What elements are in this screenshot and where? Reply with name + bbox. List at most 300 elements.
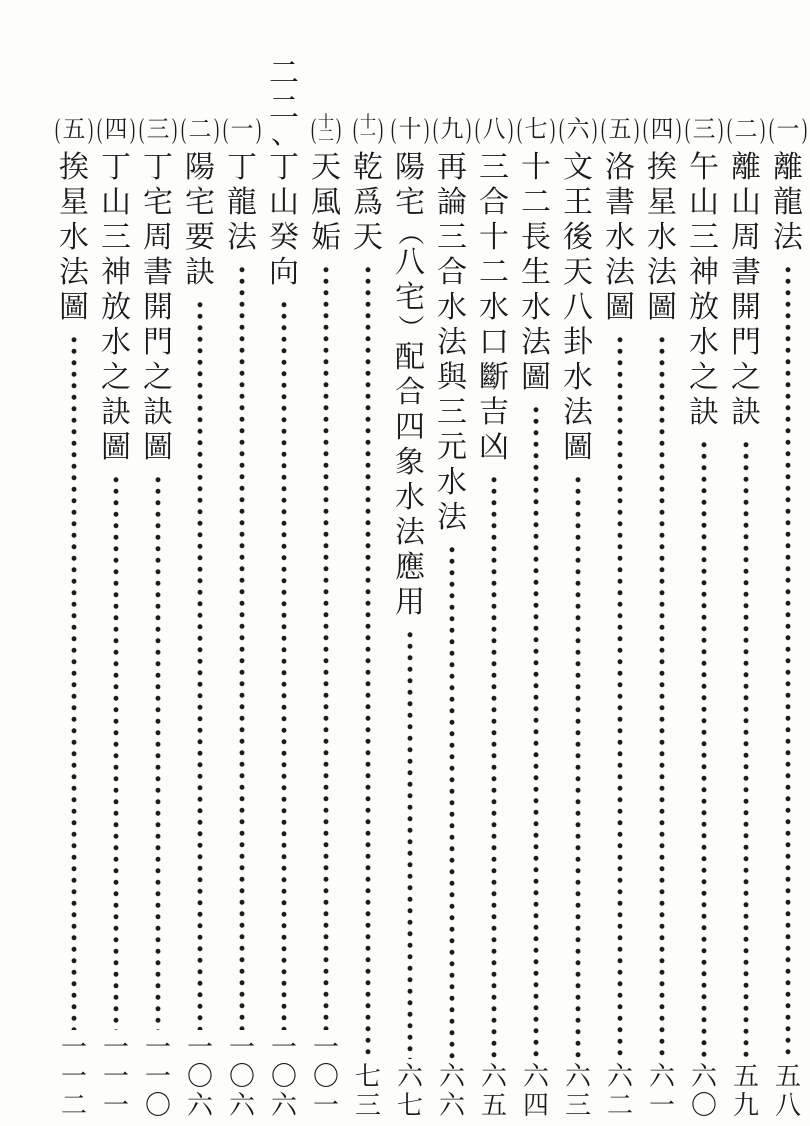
title-char: （	[395, 219, 425, 246]
page-number-char: 六	[522, 1062, 549, 1091]
title-char: 後	[563, 221, 593, 254]
page-number-char: 一	[144, 1033, 171, 1062]
title-char: 八	[395, 246, 425, 279]
page-number-char: 五	[480, 1091, 507, 1120]
title-char: 圖	[605, 291, 635, 324]
title-char: 丁	[227, 151, 257, 184]
title-char: 象	[395, 446, 425, 479]
number-char: 一	[359, 128, 376, 145]
number-paren-close: )	[88, 114, 94, 145]
number-paren-close: )	[378, 114, 384, 145]
number-char: 十	[398, 117, 422, 143]
title-char: 門	[143, 326, 173, 359]
page-number-char: 〇	[144, 1091, 171, 1120]
number-char: 八	[482, 117, 506, 143]
title-char: 癸	[269, 221, 299, 254]
dot-leader	[659, 334, 665, 1059]
title-char: 水	[59, 221, 89, 254]
dot-leader	[743, 439, 749, 1059]
entry-number	[557, 112, 599, 148]
number-paren-open: (	[601, 114, 607, 145]
title-char: 星	[59, 186, 89, 219]
number-paren-close: )	[214, 114, 220, 145]
number-paren-open: (	[769, 114, 775, 145]
title-char: 龍	[773, 186, 803, 219]
number-paren-close: )	[336, 114, 342, 145]
number-paren-close: )	[592, 114, 598, 145]
section-header-column	[266, 0, 302, 1126]
entry-number	[221, 112, 263, 148]
number-paren-close: )	[424, 114, 430, 145]
page-number-char: 一	[312, 1091, 339, 1120]
title-char: 宅	[395, 281, 425, 314]
dot-leader	[113, 474, 119, 1030]
toc-column	[686, 0, 722, 1126]
title-char: 挨	[59, 151, 89, 184]
title-char: 爲	[353, 186, 383, 219]
page-number	[686, 1062, 722, 1120]
entry-title	[560, 150, 596, 465]
title-char: 訣	[143, 396, 173, 429]
page-number-char: 九	[732, 1091, 759, 1120]
dot-leader	[575, 474, 581, 1059]
number-char: 三	[146, 117, 170, 143]
toc-column	[518, 0, 554, 1126]
title-char: 圖	[101, 431, 131, 464]
page-number	[56, 1033, 92, 1120]
number-paren-open: (	[223, 114, 229, 145]
title-char: 二	[521, 186, 551, 219]
dot-leader	[365, 264, 371, 1059]
title-char: 放	[689, 291, 719, 324]
title-char: 生	[521, 256, 551, 289]
page-number-char: 六	[480, 1062, 507, 1091]
number-char: 四	[104, 117, 128, 143]
number-char: 二	[317, 128, 334, 145]
title-char: 宅	[143, 186, 173, 219]
number-char: 十	[359, 114, 376, 131]
title-char: 合	[437, 256, 467, 289]
page-number-char: 五	[774, 1062, 801, 1091]
page-number-char: 一	[228, 1033, 255, 1062]
title-char: 四	[395, 411, 425, 444]
page-number	[770, 1062, 806, 1120]
page-number	[728, 1062, 764, 1120]
page-number	[518, 1062, 554, 1120]
title-char: 神	[689, 256, 719, 289]
title-char: 挨	[647, 151, 677, 184]
title-char: 書	[731, 256, 761, 289]
dot-leader	[407, 629, 413, 1059]
page-number-char: 一	[102, 1062, 129, 1091]
title-char: 圖	[143, 431, 173, 464]
toc-column	[434, 0, 470, 1126]
title-char: 法	[437, 501, 467, 534]
title-char: 水	[689, 326, 719, 359]
page-number	[182, 1033, 218, 1120]
page-number-char: 六	[648, 1062, 675, 1091]
toc-column	[56, 0, 92, 1126]
title-char: 圖	[521, 361, 551, 394]
number-paren-open: (	[685, 114, 691, 145]
page-number	[350, 1062, 386, 1120]
toc-column	[392, 0, 428, 1126]
title-char: 法	[647, 256, 677, 289]
entry-number	[179, 112, 221, 148]
dot-leader	[281, 299, 287, 1030]
number-paren-close: )	[466, 114, 472, 145]
title-char: 元	[437, 431, 467, 464]
title-char: 與	[437, 361, 467, 394]
number-paren-close: )	[676, 114, 682, 145]
title-char: 法	[59, 256, 89, 289]
title-char: 書	[143, 256, 173, 289]
title-char: 用	[395, 586, 425, 619]
dot-leader	[785, 264, 791, 1059]
page-number-char: 六	[396, 1062, 423, 1091]
dot-leader	[155, 474, 161, 1030]
number-paren-open: (	[97, 114, 103, 145]
title-char: 水	[101, 326, 131, 359]
page-number-char: 一	[270, 1033, 297, 1062]
title-char: 三	[437, 396, 467, 429]
dot-leader	[701, 439, 707, 1059]
number-paren-close: )	[172, 114, 178, 145]
page-number-char: 〇	[312, 1062, 339, 1091]
page-number-char: 七	[354, 1062, 381, 1091]
page-number-char: 二	[606, 1091, 633, 1120]
title-char: 十	[521, 151, 551, 184]
title-char: 法	[437, 326, 467, 359]
title-char: 之	[101, 361, 131, 394]
entry-title	[518, 150, 554, 395]
title-char: 圖	[563, 431, 593, 464]
page-number-char: 一	[102, 1091, 129, 1120]
title-char: 向	[269, 256, 299, 289]
title-char: 之	[689, 361, 719, 394]
entry-number	[389, 112, 431, 148]
number-char: 一	[776, 117, 800, 143]
title-char: 之	[731, 361, 761, 394]
entry-title	[770, 150, 806, 255]
title-char: 天	[311, 151, 341, 184]
number-char: 二	[734, 117, 758, 143]
title-char: 八	[563, 291, 593, 324]
number-char: 五	[62, 117, 86, 143]
entry-title	[434, 150, 470, 535]
title-char: 開	[143, 291, 173, 324]
entry-title	[476, 150, 512, 465]
title-char: 星	[647, 186, 677, 219]
toc-column	[350, 0, 386, 1126]
title-char: 法	[521, 326, 551, 359]
entry-title	[56, 150, 92, 325]
page-number-char: 一	[102, 1033, 129, 1062]
title-char: 法	[395, 516, 425, 549]
number-char: 一	[230, 117, 254, 143]
dot-leader	[323, 264, 329, 1030]
number-stack	[318, 116, 334, 144]
title-char: 午	[689, 151, 719, 184]
title-char: 水	[395, 481, 425, 514]
title-char: 三	[437, 221, 467, 254]
title-char: 山	[269, 186, 299, 219]
entry-number	[641, 112, 683, 148]
number-char: 四	[650, 117, 674, 143]
title-char: 水	[521, 291, 551, 324]
number-paren-open: (	[353, 114, 359, 145]
entry-title	[728, 150, 764, 430]
entry-number	[431, 112, 473, 148]
page-number-char: 六	[438, 1091, 465, 1120]
title-char: 宅	[185, 186, 215, 219]
page-number	[98, 1033, 134, 1120]
title-char: 法	[227, 221, 257, 254]
entry-title	[182, 150, 218, 290]
number-paren-open: (	[181, 114, 187, 145]
title-char: 周	[731, 221, 761, 254]
page-number	[392, 1062, 428, 1120]
entry-number	[515, 112, 557, 148]
toc-column	[644, 0, 680, 1126]
title-char: 三	[689, 221, 719, 254]
page-number-char: 四	[522, 1091, 549, 1120]
entry-number	[725, 112, 767, 148]
title-char: 法	[773, 221, 803, 254]
title-char: 文	[563, 151, 593, 184]
title-char: 配	[395, 341, 425, 374]
title-char: 山	[731, 186, 761, 219]
title-char: 合	[395, 376, 425, 409]
title-char: 吉	[479, 396, 509, 429]
title-char: 水	[437, 466, 467, 499]
title-char: 口	[479, 326, 509, 359]
toc-column	[308, 0, 344, 1126]
title-char: 圖	[647, 291, 677, 324]
title-char: 三	[479, 151, 509, 184]
title-char: 放	[101, 291, 131, 324]
entry-title	[350, 150, 386, 255]
title-char: 離	[731, 151, 761, 184]
number-paren-open: (	[391, 114, 397, 145]
number-char: 九	[440, 117, 464, 143]
entry-title	[686, 150, 722, 430]
number-paren-open: (	[517, 114, 523, 145]
title-char: 應	[395, 551, 425, 584]
title-char: 陽	[185, 151, 215, 184]
title-char: 斷	[479, 361, 509, 394]
title-char: 陽	[395, 151, 425, 184]
number-paren-close: )	[718, 114, 724, 145]
dot-leader	[449, 544, 455, 1059]
title-char: 法	[605, 256, 635, 289]
title-char: 論	[437, 186, 467, 219]
page-number	[602, 1062, 638, 1120]
title-char: 訣	[731, 396, 761, 429]
title-char: 再	[437, 151, 467, 184]
entry-number	[309, 112, 343, 148]
page-number	[560, 1062, 596, 1120]
page-number-char: 〇	[228, 1062, 255, 1091]
title-char: 龍	[227, 186, 257, 219]
page-number-char: 六	[438, 1062, 465, 1091]
entry-title	[308, 150, 344, 255]
number-char: 三	[692, 117, 716, 143]
title-char: 訣	[185, 256, 215, 289]
entry-title	[392, 150, 428, 620]
title-char: 門	[731, 326, 761, 359]
title-char: 丁	[269, 151, 299, 184]
title-char: 訣	[689, 396, 719, 429]
title-char: 風	[311, 186, 341, 219]
page-number-char: 六	[228, 1091, 255, 1120]
toc-column	[560, 0, 596, 1126]
number-paren-open: (	[55, 114, 61, 145]
entry-title	[266, 56, 302, 290]
title-char: 天	[563, 256, 593, 289]
number-paren-open: (	[139, 114, 145, 145]
title-char: 山	[689, 186, 719, 219]
page-number	[476, 1062, 512, 1120]
page-number	[644, 1062, 680, 1120]
title-char: 圖	[59, 291, 89, 324]
entry-number	[95, 112, 137, 148]
toc-column	[140, 0, 176, 1126]
page-number-char: 六	[690, 1062, 717, 1091]
title-char: 神	[101, 256, 131, 289]
toc-column	[182, 0, 218, 1126]
title-char: 、	[270, 119, 299, 150]
title-char: 訣	[101, 396, 131, 429]
number-paren-open: (	[311, 114, 317, 145]
page-number	[224, 1033, 260, 1120]
page-number-char: 六	[270, 1091, 297, 1120]
entry-title	[644, 150, 680, 325]
toc-column	[602, 0, 638, 1126]
title-char: 水	[563, 361, 593, 394]
page-number-char: 〇	[270, 1062, 297, 1091]
entry-number	[53, 112, 95, 148]
title-char: 天	[353, 221, 383, 254]
entry-number	[137, 112, 179, 148]
page-number-char: 一	[186, 1033, 213, 1062]
page-number-char: 〇	[690, 1091, 717, 1120]
title-char: 二	[479, 256, 509, 289]
title-char: 長	[521, 221, 551, 254]
entry-number	[473, 112, 515, 148]
title-char: ）	[395, 314, 425, 341]
number-paren-close: )	[550, 114, 556, 145]
page-number-char: 六	[606, 1062, 633, 1091]
number-paren-open: (	[727, 114, 733, 145]
number-paren-open: (	[643, 114, 649, 145]
title-char: 要	[185, 221, 215, 254]
number-char: 七	[524, 117, 548, 143]
toc-column	[224, 0, 260, 1126]
title-char: 之	[143, 361, 173, 394]
title-char: 離	[773, 151, 803, 184]
entry-title	[140, 150, 176, 465]
toc-column	[476, 0, 512, 1126]
page-number-char: 八	[774, 1091, 801, 1120]
number-paren-close: )	[760, 114, 766, 145]
page-number-char: 六	[186, 1091, 213, 1120]
entry-number	[683, 112, 725, 148]
number-paren-close: )	[508, 114, 514, 145]
title-char: 書	[605, 186, 635, 219]
dot-leader	[197, 299, 203, 1030]
entry-title	[224, 150, 260, 255]
page-number-char: 六	[564, 1062, 591, 1091]
page-number-char: 一	[144, 1062, 171, 1091]
title-char: 開	[731, 291, 761, 324]
page-number-char: 〇	[186, 1062, 213, 1091]
title-char: 合	[479, 186, 509, 219]
entry-title	[98, 150, 134, 465]
title-char: 卦	[563, 326, 593, 359]
title-char: 三	[101, 221, 131, 254]
page-number	[140, 1033, 176, 1120]
page-number-char: 七	[396, 1091, 423, 1120]
title-char: 二	[269, 57, 299, 90]
page-number-char: 一	[648, 1091, 675, 1120]
page-number-char: 三	[354, 1091, 381, 1120]
page-number-char: 一	[60, 1033, 87, 1062]
dot-leader	[491, 474, 497, 1059]
title-char: 宅	[395, 186, 425, 219]
title-char: 水	[437, 291, 467, 324]
number-paren-open: (	[475, 114, 481, 145]
title-char: 周	[143, 221, 173, 254]
toc-column	[728, 0, 764, 1126]
title-char: 姤	[311, 221, 341, 254]
entry-number	[767, 112, 809, 148]
number-char: 二	[188, 117, 212, 143]
toc-column	[770, 0, 806, 1126]
number-paren-close: )	[256, 114, 262, 145]
number-char: 十	[317, 114, 334, 131]
number-paren-close: )	[802, 114, 808, 145]
number-char: 六	[566, 117, 590, 143]
title-char: 丁	[101, 151, 131, 184]
title-char: 十	[479, 221, 509, 254]
page-number-char: 一	[312, 1033, 339, 1062]
dot-leader	[533, 404, 539, 1059]
toc-column	[98, 0, 134, 1126]
number-paren-close: )	[634, 114, 640, 145]
title-char: 王	[563, 186, 593, 219]
dot-leader	[71, 334, 77, 1030]
title-char: 山	[101, 186, 131, 219]
number-paren-open: (	[433, 114, 439, 145]
page-number	[308, 1033, 344, 1120]
title-char: 水	[479, 291, 509, 324]
page-number-char: 二	[60, 1091, 87, 1120]
title-char: 乾	[353, 151, 383, 184]
entry-number	[599, 112, 641, 148]
number-stack	[360, 116, 376, 144]
entry-number	[351, 112, 385, 148]
title-char: 水	[605, 221, 635, 254]
page-number-char: 三	[564, 1091, 591, 1120]
dot-leader	[617, 334, 623, 1059]
page-number-char: 五	[732, 1062, 759, 1091]
title-char: 二	[269, 92, 299, 125]
page-number	[434, 1062, 470, 1120]
page-number	[266, 1033, 302, 1120]
page-number-char: 一	[60, 1062, 87, 1091]
title-char: 洛	[605, 151, 635, 184]
